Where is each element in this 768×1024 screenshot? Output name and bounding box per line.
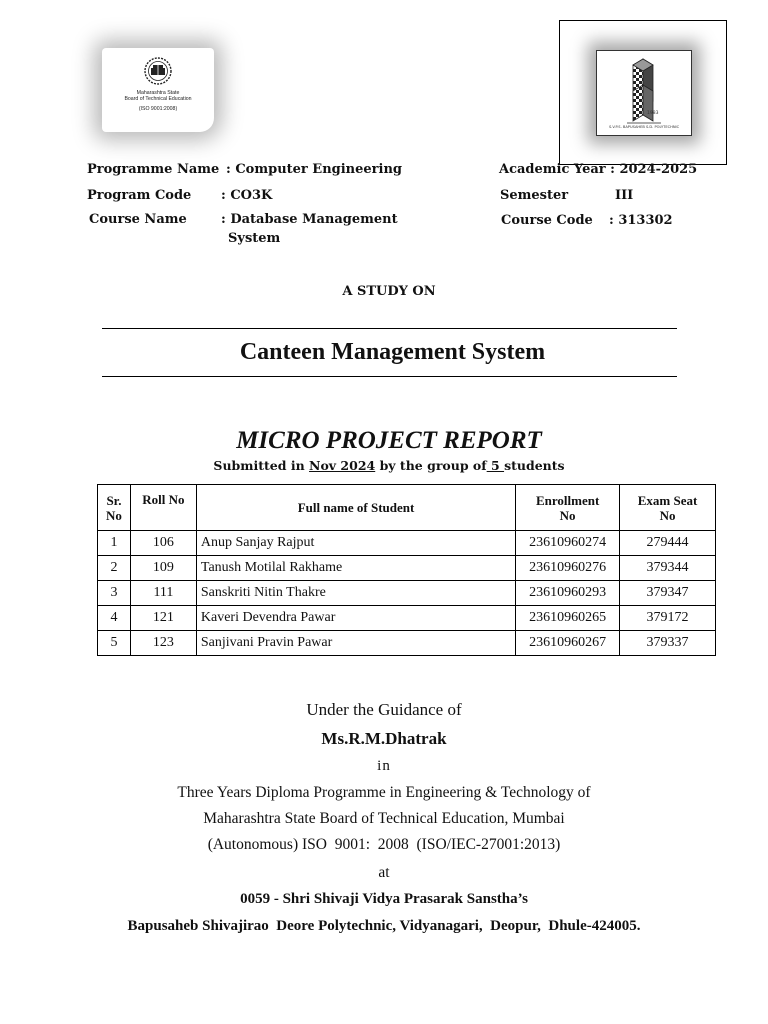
cell-roll: 111 [130,581,196,606]
submitted-prefix: Submitted in [213,458,310,473]
cell-sr: 2 [98,556,131,581]
logo-motto: S.V.P.S. BAPUSAHEB S.D. POLYTECHNIC [609,125,680,129]
in-label: in [377,758,391,774]
academic-year: Academic Year : 2024-2025 [499,162,698,177]
table-row [98,531,716,556]
cell-roll: 109 [130,556,196,581]
course-code-value: : 313302 [609,213,673,228]
header-seat-line2: No [659,507,676,523]
group-count: 5 [486,458,505,473]
semester-label: Semester [500,188,569,203]
cell-name: Tanush Motilal Rakhame [196,556,515,581]
table-row [98,606,716,631]
course-name-value: : Database Management [221,212,398,227]
institute-sanstha: 0059 - Shri Shivaji Vidya Prasarak Sanstha’s [240,891,528,907]
course-name-label: Course Name [89,212,187,227]
cell-name: Sanskriti Nitin Thakre [196,581,515,606]
cell-name: Kaveri Devendra Pawar [196,606,515,631]
program-code-value: : CO3K [221,188,273,203]
iso-line: (Autonomous) ISO 9001: 2008 (ISO/IEC-27001:2013) [207,836,561,853]
cell-enrollment: 23610960293 [516,581,620,606]
table-row [98,581,716,606]
institute-address: Bapusaheb Shivajirao Deore Polytechnic, Vidyanagari, Deopur, Dhule-424005. [127,918,641,934]
cell-seat: 379337 [620,631,716,656]
logo-line-2: Board of Technical Education [124,96,192,102]
cell-roll: 121 [130,606,196,631]
submitted-date: Nov 2024 [309,458,376,473]
course-name-value-cont: System [228,231,281,246]
cell-enrollment: 23610960276 [516,556,620,581]
header-enroll-line1: Enrollment [535,492,600,508]
submitted-middle: by the group of [375,458,487,473]
cell-seat: 379347 [620,581,716,606]
cell-name: Anup Sanjay Rajput [196,531,515,556]
header-sr-line1: Sr. [106,492,122,508]
header-sr-line2: No [106,507,122,523]
header-enroll-line2: No [559,507,576,523]
at-label: at [378,864,390,881]
students-table [97,484,716,656]
programme-line: Three Years Diploma Programme in Engineering & Technology of [177,784,591,801]
board-line: Maharashtra State Board of Technical Education, Mumbai [203,810,565,827]
cell-seat: 279444 [620,531,716,556]
msbte-emblem-icon [142,56,174,86]
cell-roll: 123 [130,631,196,656]
title-rule-bottom [102,376,677,377]
institute-building-icon [597,51,691,135]
institute-logo [596,50,692,136]
logo-year: 1983 [647,111,659,116]
cell-seat: 379344 [620,556,716,581]
table-row [98,631,716,656]
cell-sr: 5 [98,631,131,656]
logo-line-3: (ISO 9001:2008) [138,106,178,112]
programme-label: Programme Name [87,162,220,177]
program-code-label: Program Code [87,188,192,203]
cell-seat: 379172 [620,606,716,631]
guidance-heading: Under the Guidance of [306,700,462,719]
header-full-name: Full name of Student [196,485,515,531]
report-heading: MICRO PROJECT REPORT [236,427,542,454]
cell-sr: 1 [98,531,131,556]
cell-roll: 106 [130,531,196,556]
submitted-suffix: students [504,458,565,473]
cell-name: Sanjivani Pravin Pawar [196,631,515,656]
table-row [98,556,716,581]
cell-sr: 4 [98,606,131,631]
msbte-logo [102,48,214,132]
course-code-label: Course Code [501,213,593,228]
study-on-label: A STUDY ON [342,284,436,299]
header-exam-seat [620,485,716,531]
guide-name: Ms.R.M.Dhatrak [321,729,447,748]
header-roll-no: Roll No [130,485,196,531]
cell-enrollment: 23610960274 [516,531,620,556]
programme-value: : Computer Engineering [226,162,403,177]
project-title: Canteen Management System [239,339,546,365]
header-sr-no [98,485,131,531]
logo-line-1: Maharashtra State [136,90,180,96]
title-rule-top [102,328,677,329]
cell-enrollment: 23610960265 [516,606,620,631]
cell-enrollment: 23610960267 [516,631,620,656]
semester-value: III [615,188,634,203]
cell-sr: 3 [98,581,131,606]
submitted-line [0,458,768,473]
header-enrollment [516,485,620,531]
table-header-row [98,485,716,531]
header-seat-line1: Exam Seat [637,492,698,508]
